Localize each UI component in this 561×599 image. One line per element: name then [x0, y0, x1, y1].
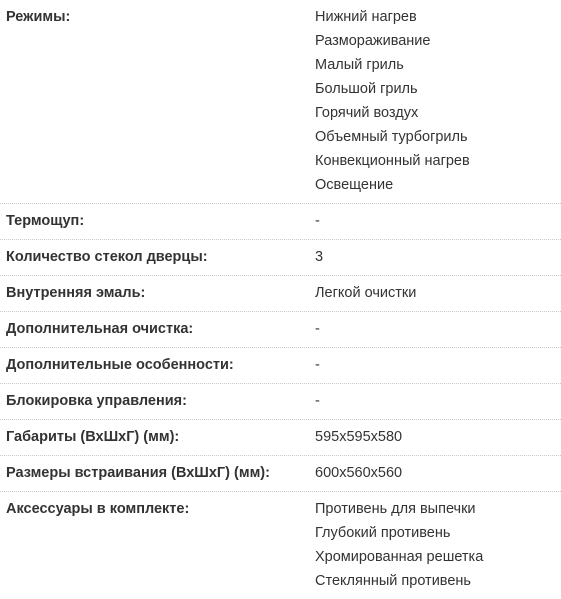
spec-label: Количество стекол дверцы:	[6, 249, 208, 265]
spec-value	[310, 281, 561, 305]
spec-value-line: 595x595x580	[315, 429, 403, 445]
spec-value	[310, 497, 561, 593]
spec-row-extra-features	[0, 348, 561, 384]
spec-value-line: Горячий воздух	[315, 105, 419, 121]
spec-value-line: Нижний нагрев	[315, 9, 417, 25]
spec-label: Габариты (ВхШхГ) (мм):	[6, 429, 180, 445]
spec-row-accessories	[0, 492, 561, 599]
spec-row-thermoprobe	[0, 204, 561, 240]
spec-row-dimensions	[0, 420, 561, 456]
spec-label: Дополнительные особенности:	[6, 357, 234, 373]
spec-value-line: Хромированная решетка	[315, 549, 484, 565]
spec-value	[310, 461, 561, 485]
spec-value-line: -	[315, 357, 320, 373]
spec-value	[310, 245, 561, 269]
spec-value-line: -	[315, 321, 320, 337]
spec-label: Аксессуары в комплекте:	[6, 501, 190, 517]
spec-value	[310, 209, 561, 233]
spec-label: Внутренняя эмаль:	[6, 285, 146, 301]
spec-value-line: Стеклянный противень	[315, 573, 471, 589]
spec-row-door-glass	[0, 240, 561, 276]
spec-value-line: Большой гриль	[315, 81, 418, 97]
spec-value	[310, 5, 561, 197]
spec-row-modes	[0, 0, 561, 204]
spec-value	[310, 317, 561, 341]
spec-label: Режимы:	[6, 9, 71, 25]
spec-value	[310, 353, 561, 377]
spec-value-line: Размораживание	[315, 33, 431, 49]
spec-label: Размеры встраивания (ВхШхГ) (мм):	[6, 465, 270, 481]
spec-value-line: Конвекционный нагрев	[315, 153, 470, 169]
spec-label: Термощуп:	[6, 213, 85, 229]
spec-value	[310, 389, 561, 413]
spec-row-extra-cleaning	[0, 312, 561, 348]
spec-row-control-lock	[0, 384, 561, 420]
spec-value-line: Малый гриль	[315, 57, 404, 73]
spec-value-line: Освещение	[315, 177, 394, 193]
spec-value-line: Противень для выпечки	[315, 501, 476, 517]
spec-value-line: -	[315, 393, 320, 409]
spec-value-line: Объемный турбогриль	[315, 129, 468, 145]
spec-value-line: 3	[315, 249, 324, 265]
spec-label: Дополнительная очистка:	[6, 321, 194, 337]
spec-label: Блокировка управления:	[6, 393, 187, 409]
spec-value	[310, 425, 561, 449]
spec-value-line: Легкой очистки	[315, 285, 417, 301]
spec-value-line: 600x560x560	[315, 465, 403, 481]
spec-value-line: -	[315, 213, 320, 229]
spec-row-enamel	[0, 276, 561, 312]
spec-row-embed-dimensions	[0, 456, 561, 492]
spec-value-line: Глубокий противень	[315, 525, 451, 541]
